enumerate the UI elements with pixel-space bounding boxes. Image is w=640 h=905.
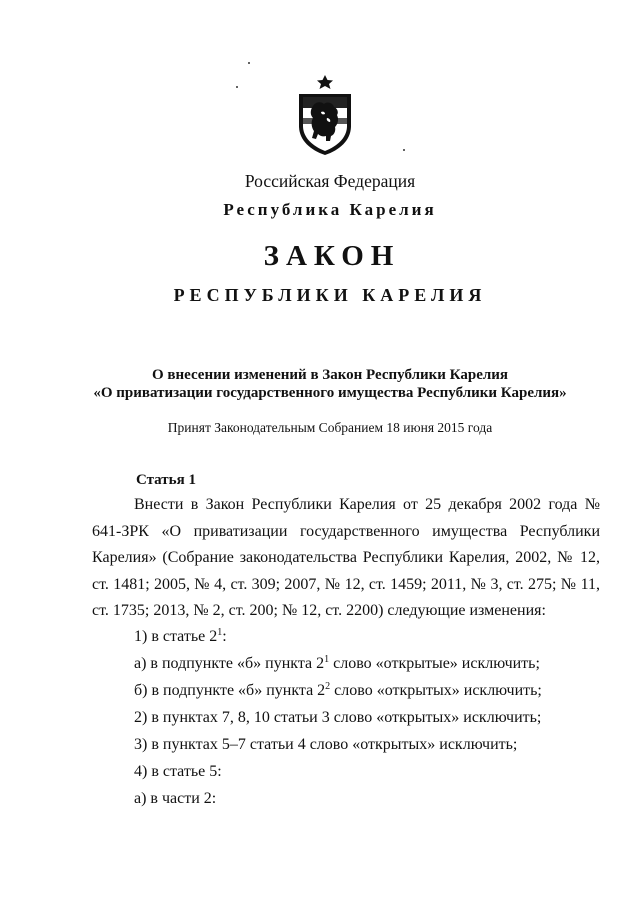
list-item: 1) в статье $2^1$: xyxy=(134,627,227,645)
list-item: 4) в статье 5: xyxy=(134,763,222,780)
list-item: а) в части 2: xyxy=(134,790,217,807)
star-icon xyxy=(317,75,333,89)
list-item: а) в подпункте «б» пункта $2^1$ слово «открытые» исключить; xyxy=(134,654,540,672)
document-type-subtitle: РЕСПУБЛИКИ КАРЕЛИЯ xyxy=(173,285,487,305)
coat-of-arms-emblem xyxy=(296,74,354,156)
list-item: 3) в пунктах 5–7 статьи 4 слово «открытых» исключить; xyxy=(134,736,518,753)
article-intro-paragraph: Внести в Закон Республики Карелия от 25 декабря 2002 года № 641-ЗРК «О приватизации государственного имущества Республики Карелия» (Собрание законодательства Республики Карелия, 2002, № 12, ст. 1481; 2005, № 4, ст. 309; 2007, № 12, ст. 1459; 2011, № 3, ст. 275; № 11, ст. 1735; 2013, № 2, ст. 200; № 12, ст. 2200) следующие изменения: xyxy=(92,496,600,619)
law-title-line-1: О внесении изменений в Закон Республики Карелия xyxy=(151,367,509,383)
law-title-line-2: «О приватизации государственного имущества Республики Карелия» xyxy=(93,385,567,401)
scan-speck xyxy=(403,149,405,151)
scan-speck xyxy=(236,86,238,88)
country-name: Российская Федерация xyxy=(244,171,416,191)
list-item: б) в подпункте «б» пункта $2^2$ слово «открытых» исключить; xyxy=(134,681,542,699)
article-heading: Статья 1 xyxy=(136,472,196,488)
document-type-title: ЗАКОН xyxy=(263,240,401,272)
list-item: 2) в пунктах 7, 8, 10 статьи 3 слово «открытых» исключить; xyxy=(134,709,542,726)
republic-name: Республика Карелия xyxy=(223,200,437,219)
article-body xyxy=(92,492,600,625)
scan-speck xyxy=(248,62,250,64)
adoption-note: Принят Законодательным Собранием 18 июня 2015 года xyxy=(167,420,493,435)
